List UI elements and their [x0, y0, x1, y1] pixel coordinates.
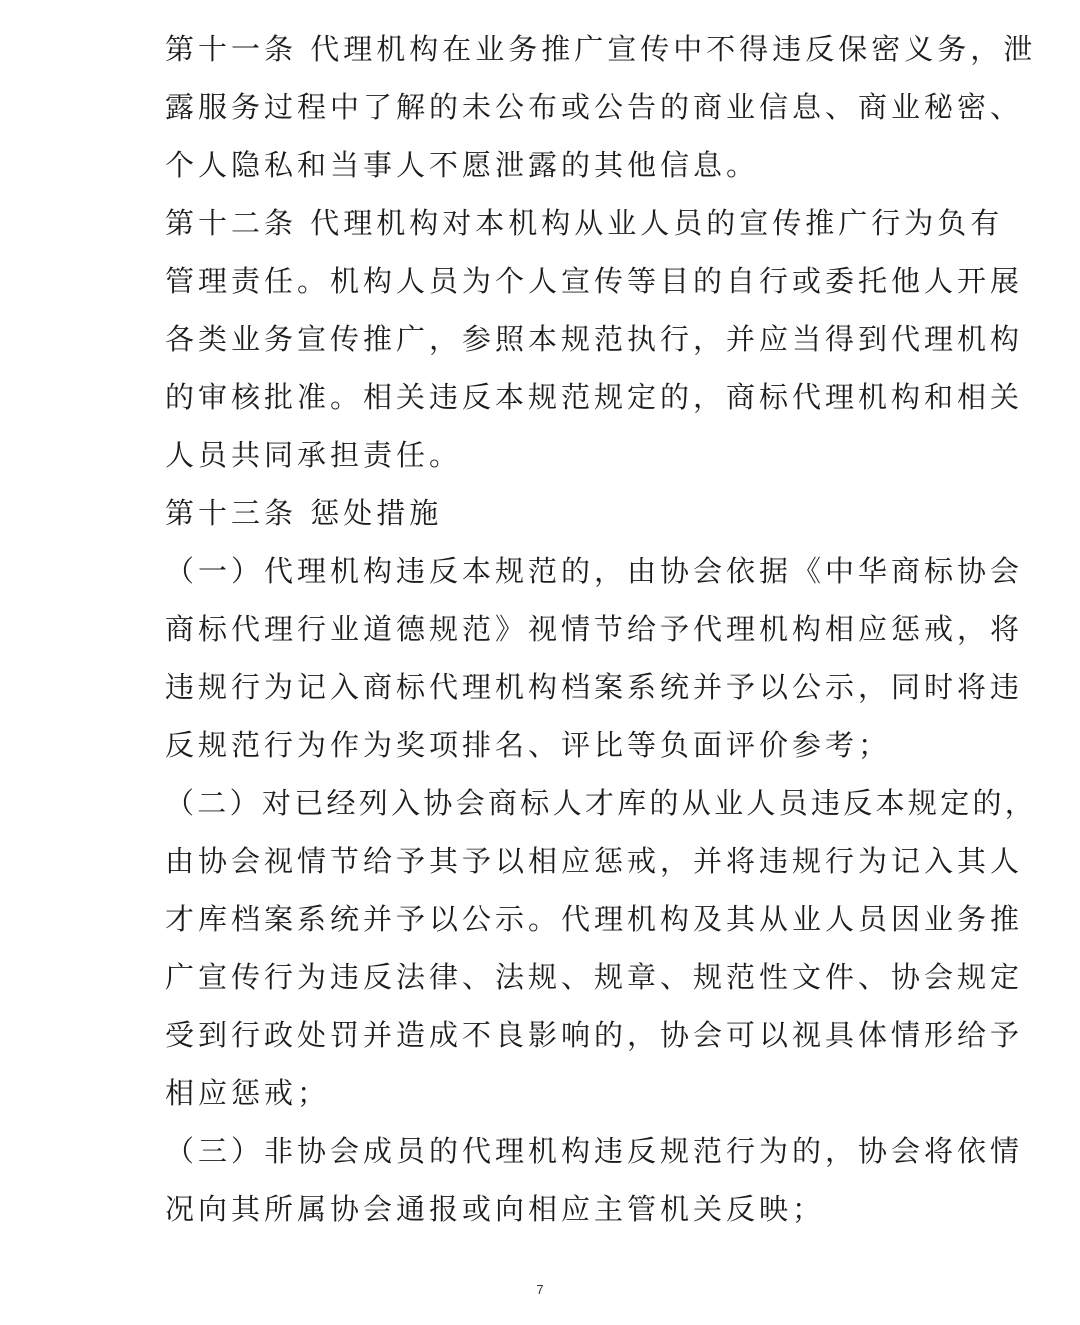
clause-3-line-2: 况向其所属协会通报或向相应主管机关反映； — [165, 1192, 826, 1226]
article-11-line-3: 个人隐私和当事人不愿泄露的其他信息。 — [165, 148, 760, 182]
clause-1-line-4: 反规范行为作为奖项排名、评比等负面评价参考； — [165, 728, 892, 762]
article-11-line-2: 露服务过程中了解的未公布或公告的商业信息、商业秘密、 — [165, 90, 1024, 124]
clause-1-line-1: （一）代理机构违反本规范的，由协会依据《中华商标协会 — [165, 554, 1024, 588]
clause-2-line-4: 广宣传行为违反法律、法规、规章、规范性文件、协会规定 — [165, 960, 1024, 994]
article-12-line-4: 的审核批准。相关违反本规范规定的，商标代理机构和相关 — [165, 380, 1024, 414]
document-body — [165, 20, 1038, 1238]
article-13-heading: 第十三条 惩处措施 — [165, 496, 443, 530]
clause-1-line-3: 违规行为记入商标代理机构档案系统并予以公示，同时将违 — [165, 670, 1024, 704]
article-12-line-3: 各类业务宣传推广，参照本规范执行，并应当得到代理机构 — [165, 322, 1024, 356]
article-12-line-1: 第十二条 代理机构对本机构从业人员的宣传推广行为负有 — [165, 206, 1004, 240]
article-12-line-5: 人员共同承担责任。 — [165, 438, 463, 472]
clause-2-line-6: 相应惩戒； — [165, 1076, 331, 1110]
article-12-line-2: 管理责任。机构人员为个人宣传等目的自行或委托他人开展 — [165, 264, 1024, 298]
article-11-line-1: 第十一条 代理机构在业务推广宣传中不得违反保密义务，泄 — [165, 32, 1037, 66]
clause-3-line-1: （三）非协会成员的代理机构违反规范行为的，协会将依情 — [165, 1134, 1024, 1168]
clause-2-line-1: （二）对已经列入协会商标人才库的从业人员违反本规定的， — [165, 786, 1038, 820]
clause-1-line-2: 商标代理行业道德规范》视情节给予代理机构相应惩戒，将 — [165, 612, 1024, 646]
clause-2-line-5: 受到行政处罚并造成不良影响的，协会可以视具体情形给予 — [165, 1018, 1024, 1052]
page-number: 7 — [536, 1282, 544, 1297]
clause-2-line-3: 才库档案系统并予以公示。代理机构及其从业人员因业务推 — [165, 902, 1024, 936]
clause-2-line-2: 由协会视情节给予其予以相应惩戒，并将违规行为记入其人 — [165, 844, 1024, 878]
